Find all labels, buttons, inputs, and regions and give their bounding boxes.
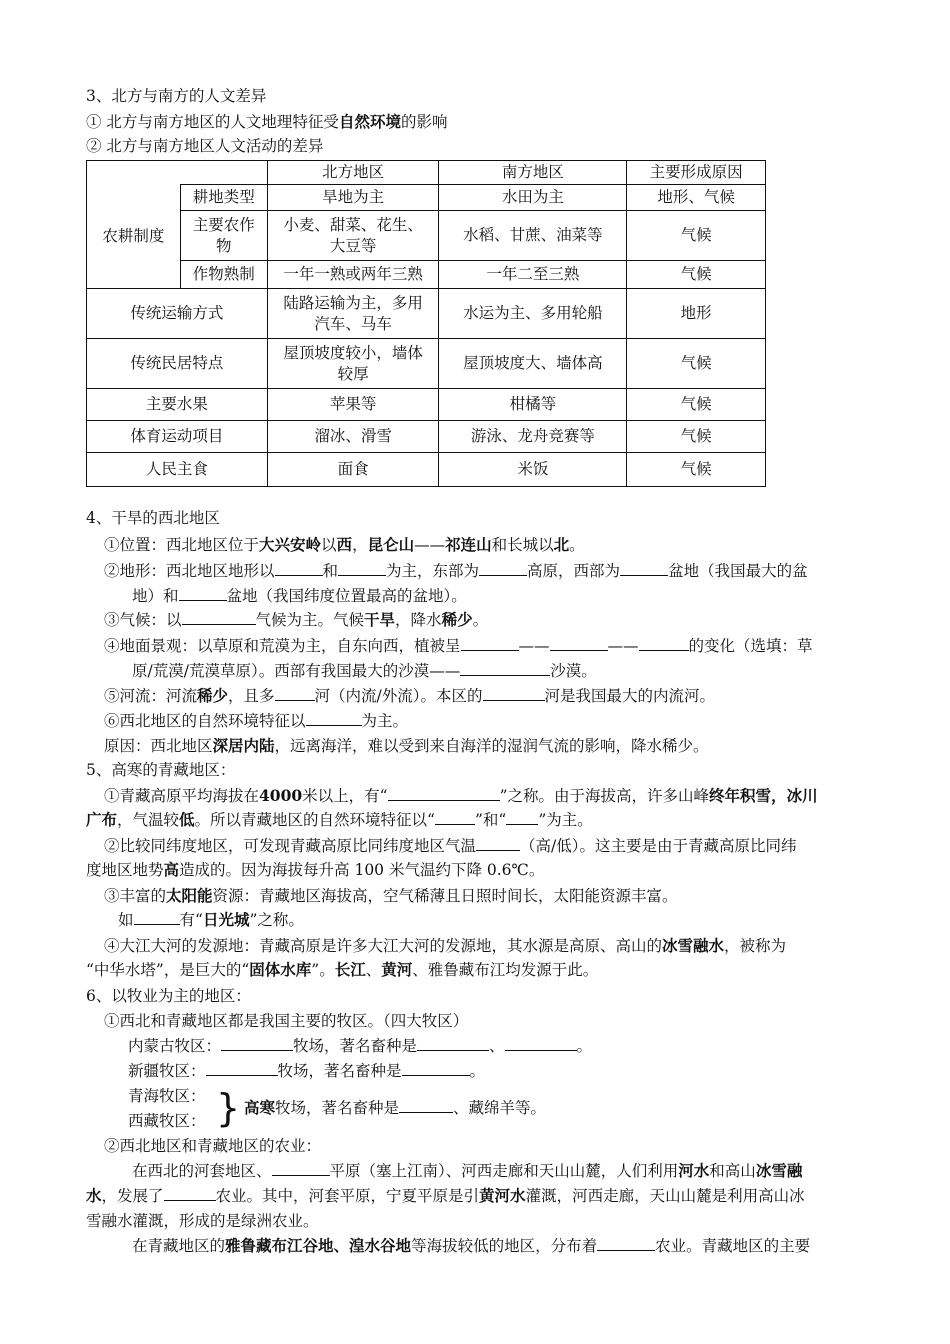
north-cell: 溜冰、滑雪 [267, 421, 439, 453]
header-reason: 主要形成原因 [627, 161, 766, 185]
section-5-title: 5、高寒的青藏地区： [86, 761, 236, 779]
header-north: 北方地区 [267, 161, 439, 185]
reason-cell: 气候 [627, 339, 766, 389]
rivers-source-line: ④大江大河的发源地：青藏高原是许多大江大河的发源地，其水源是高原、高山的冰雪融水，被称为 [104, 936, 787, 955]
row-key: 传统民居特点 [87, 339, 268, 389]
terrain-line-cont: 地）和 盆地（我国纬度位置最高的盆地）。 [132, 587, 467, 605]
altitude-line-cont: 广布，气温较低。所以青藏地区的自然环境特征以“ ”和“ ”为主。 [86, 810, 593, 829]
table-row [87, 389, 766, 421]
section-4-title: 4、干旱的西北地区 [86, 509, 220, 527]
row-key: 体育运动项目 [87, 421, 268, 453]
reason-cell: 气候 [627, 453, 766, 487]
north-cell: 旱地为主 [267, 185, 439, 211]
north-cell: 面食 [267, 453, 439, 487]
south-cell: 柑橘等 [439, 389, 627, 421]
south-cell: 水田为主 [439, 185, 627, 211]
river-line: ⑤河流：河流稀少，且多 河（内流/外流）。本区的 河是我国最大的内流河。 [104, 686, 716, 705]
agriculture-para-1-end: 雪融水灌溉，形成的是绿洲农业。 [86, 1212, 319, 1230]
brace-symbol: } [216, 1086, 241, 1130]
altitude-line: ①青藏高原平均海拔在4000米以上，有“ ”之称。由于海拔高，许多山峰终年积雪，冰川 [104, 786, 818, 805]
climate-line: ③气候：以 气候为主。气候干旱，降水稀少。 [104, 610, 489, 629]
rivers-source-line-cont: “中华水塔”，是巨大的“固体水库”。长江、黄河、雅鲁藏布江均发源于此。 [86, 960, 599, 979]
reason-cell: 地形 [627, 289, 766, 339]
north-cell: 屋顶坡度较小，墙体 较厚 [267, 339, 439, 389]
qinghai-label: 青海牧区： [128, 1087, 206, 1105]
table-row [87, 421, 766, 453]
alpine-pasture-line: 高寒牧场，著名畜种是 、藏绵羊等。 [244, 1098, 547, 1117]
landscape-line: ④地面景观：以草原和荒漠为主，自东向西，植被呈 —— —— 的变化（选填：草 [104, 637, 813, 655]
row-key: 人民主食 [87, 453, 268, 487]
south-cell: 水运为主、多用轮船 [439, 289, 627, 339]
inner-mongolia-line: 内蒙古牧区： 牧场，著名畜种是 、 。 [128, 1037, 593, 1055]
north-cell: 苹果等 [267, 389, 439, 421]
south-cell: 游泳、龙舟竞赛等 [439, 421, 627, 453]
tibet-label: 西藏牧区： [128, 1112, 206, 1130]
north-south-comparison-table [86, 160, 766, 487]
south-cell: 屋顶坡度大、墙体高 [439, 339, 627, 389]
solar-line: ③丰富的太阳能资源：青藏地区海拔高，空气稀薄且日照时间长，太阳能资源丰富。 [104, 886, 678, 905]
reason-cell: 气候 [627, 389, 766, 421]
row-key: 传统运输方式 [87, 289, 268, 339]
header-south: 南方地区 [439, 161, 627, 185]
table-row [87, 261, 766, 289]
table-row [87, 211, 766, 261]
pastoral-intro: ①西北和青藏地区都是我国主要的牧区。（四大牧区） [104, 1012, 469, 1030]
table-row [87, 339, 766, 389]
solar-line-cont: 如 有“日光城”之称。 [118, 910, 304, 929]
south-cell: 一年二至三熟 [439, 261, 627, 289]
table-row [87, 289, 766, 339]
agriculture-para-1: 在西北的河套地区、 平原（塞上江南）、河西走廊和天山山麓，人们利用河水和高山冰雪融 [132, 1161, 803, 1180]
reason-cell: 地形、气候 [627, 185, 766, 211]
agriculture-title: ②西北地区和青藏地区的农业： [104, 1137, 322, 1155]
table-row [87, 185, 766, 211]
temperature-line-cont: 度地区地势高造成的。因为海拔每升高 100 米气温约下降 0.6℃。 [86, 860, 545, 879]
south-cell: 水稻、甘蔗、油菜等 [439, 211, 627, 261]
xinjiang-line: 新疆牧区： 牧场，著名畜种是 。 [128, 1062, 486, 1080]
section-3-point-1: ① 北方与南方地区的人文地理特征受自然环境的影响 [86, 112, 448, 131]
row-key: 主要农作 物 [180, 211, 267, 261]
table-row [87, 453, 766, 487]
row-key: 耕地类型 [180, 185, 267, 211]
reason-cell: 气候 [627, 421, 766, 453]
north-cell: 一年一熟或两年三熟 [267, 261, 439, 289]
reason-cell: 气候 [627, 261, 766, 289]
north-cell: 小麦、甜菜、花生、 大豆等 [267, 211, 439, 261]
agriculture-para-1-cont: 水，发展了 农业。其中，河套平原，宁夏平原是引黄河水灌溉，河西走廊，天山山麓是利用高山冰 [86, 1186, 805, 1205]
reason-cell: 气候 [627, 211, 766, 261]
north-cell: 陆路运输为主，多用 汽车、马车 [267, 289, 439, 339]
table-header-row [87, 161, 766, 185]
reason-line: 原因：西北地区深居内陆，远离海洋，难以受到来自海洋的湿润气流的影响，降水稀少。 [104, 736, 709, 755]
landscape-line-cont: 原/荒漠/荒漠草原）。西部有我国最大的沙漠—— 沙漠。 [132, 662, 597, 680]
section-6-title: 6、以牧业为主的地区： [86, 987, 251, 1005]
environment-line: ⑥西北地区的自然环境特征以 为主。 [104, 712, 409, 730]
section-3-point-2: ② 北方与南方地区人文活动的差异 [86, 137, 324, 155]
terrain-line: ②地形：西北地区地形以 和 为主，东部为 高原，西部为 盆地（我国最大的盆 [104, 562, 808, 580]
agriculture-para-2: 在青藏地区的雅鲁藏布江谷地、湟水谷地等海拔较低的地区，分布着 农业。青藏地区的主要 [132, 1236, 811, 1255]
row-key: 作物熟制 [180, 261, 267, 289]
temperature-line: ②比较同纬度地区，可发现青藏高原比同纬度地区气温 （高/低）。这主要是由于青藏高原比同纬 [104, 837, 797, 855]
section-3-title: 3、北方与南方的人文差异 [86, 87, 267, 105]
location-line: ①位置：西北地区位于大兴安岭以西，昆仑山——祁连山和长城以北。 [104, 535, 585, 554]
row-key: 主要水果 [87, 389, 268, 421]
farming-system-label: 农耕制度 [87, 185, 181, 289]
south-cell: 米饭 [439, 453, 627, 487]
